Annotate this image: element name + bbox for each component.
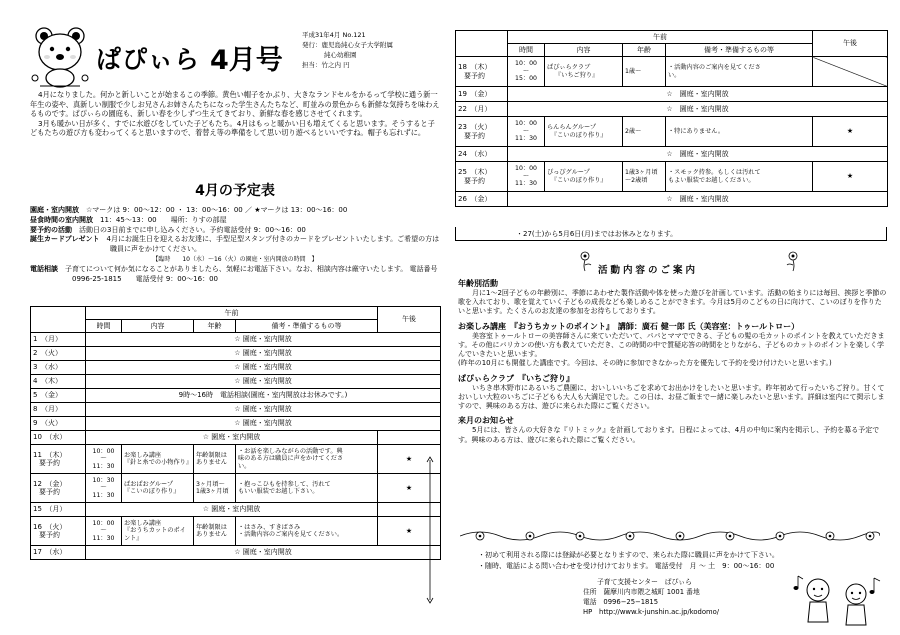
flower-icon xyxy=(783,250,803,272)
table-row: 17 （水） ☆ 園庭・室内開放 xyxy=(31,546,441,560)
gozen-header: 午前 xyxy=(86,307,378,320)
diagonal-cell xyxy=(813,57,888,87)
table-row: 10 （水） ☆ 園庭・室内開放 xyxy=(31,431,441,445)
schedule-heading: 4月の予定表 xyxy=(195,183,275,199)
table-row: 22 （月） ☆ 園庭・室内開放 xyxy=(456,102,888,117)
table-row: 9 （火） ☆ 園庭・室内開放 xyxy=(31,417,441,431)
closed-note: 【臨時 10（水）〜16（火）の園庭・室内開放の時間 】 xyxy=(152,255,318,263)
table-row: 11 （木） 要予約 10：00 〜 11：30 お楽しみ講座 『針と糸での小物作り』 年齢制限は ありません ・お話を楽しみながらの活動です。興 味のある方は職員に声をかけてくださ い。 ★ xyxy=(31,445,441,474)
table-row: 2 （火） ☆ 園庭・室内開放 xyxy=(31,347,441,361)
left-schedule-table: 午前 午後 時間 内容 年齢 備考・準備するもの等 1 （月） ☆ 園庭・室内開放 2 （火） ☆ 園庭・室内開放 3 （水） ☆ 園庭・室内開放 4 （木） ☆ 園庭・室内開放 5 （金） 9時〜16時 電話相談(園庭・室内開放はお休みです。) 8 （月） ☆ 園庭・室内開放 9 （火） ☆ 園庭・室内開放 10 （水） ☆ 園庭・室内開放 11 （木） 要予約 10：00 〜 11：30 お楽しみ講座 『針と糸での小物作り』 年齢制限は ありません ・お話を楽しみながらの活動です。興 味のある方は職員に声をかけてくださ い。 ★ 12 （金） 要予約 10：30 〜 11：30 ぱおぱおグループ 『こいのぼり作り』 3ヶ月頃〜 1歳3ヶ月頃 ・抱っこひもを持参して、汚れて もいい服装でお越し下さい。 ★ 15 （月） ☆ 園庭・室内開放 16 （火） 要予約 10：00 〜 11：30 お楽しみ講座 『おうちカットのポイント』 年齢制限は ありません ・はさみ、すきばさみ ・活動内容のご案内を見てください。 ★ 17 （水） ☆ 園庭・室内開放 xyxy=(30,306,441,560)
table-row: 12 （金） 要予約 10：30 〜 11：30 ぱおぱおグループ 『こいのぼり作り』 3ヶ月頃〜 1歳3ヶ月頃 ・抱っこひもを持参して、汚れて もいい服装でお越し下さい。 ★ xyxy=(31,474,441,503)
table-row: 4 （木） ☆ 園庭・室内開放 xyxy=(31,375,441,389)
table-row: 24 （水） ☆ 園庭・室内開放 xyxy=(456,147,888,162)
activity-heading: 活動内容のご案内 xyxy=(598,265,699,276)
table-row: 1 （月） ☆ 園庭・室内開放 xyxy=(31,333,441,347)
newsletter-title: ぱぴぃら xyxy=(96,45,201,74)
table-row: 5 （金） 9時〜16時 電話相談(園庭・室内開放はお休みです。) xyxy=(31,389,441,403)
flower-icon xyxy=(575,250,595,272)
holiday-note: ・27(土)から5月6日(月)まではお休みとなります。 xyxy=(455,227,887,241)
right-schedule-table: 午前 午後 時間 内容 年齢 備考・準備するもの等 18 （木） 要予約 10：00 〜 15：00 ぱぴぃらクラブ 『いちご狩り』 1歳〜 ・活動内容のご案内を見てくださ い。 19 （金） ☆ 園庭・室内開放 22 （月） ☆ 園庭・室内開放 23 （火） 要予約 10：00 〜 11：30 らんらんグループ 『こいのぼり作り』 2歳〜 ・特にありません。 ★ 24 （水） ☆ 園庭・室内開放 25 （木） 要予約 10：00 〜 11：30 ぴっぴグループ 『こいのぼり作り』 1歳3ヶ月頃 〜2歳頃 ・スモック持参。もしくは汚れて もよい服装でお越しください。 ★ 26 （金） ☆ 園庭・室内開放 xyxy=(455,30,888,207)
decorative-flower-border xyxy=(460,526,880,546)
table-row: 25 （木） 要予約 10：00 〜 11：30 ぴっぴグループ 『こいのぼり作り』 1歳3ヶ月頃 〜2歳頃 ・スモック持参。もしくは汚れて もよい服装でお越しください。 ★ xyxy=(456,162,888,192)
table-row: 15 （月） ☆ 園庭・室内開放 xyxy=(31,503,441,517)
children-illustration xyxy=(790,570,885,630)
table-row: 19 （金） ☆ 園庭・室内開放 xyxy=(456,87,888,102)
bear-mascot-illustration xyxy=(30,20,90,88)
contact-block: 子育て支援センター ぱぴぃら 住所 薩摩川内市隈之城町 1001 番地 電話 0996−25−1815 HP http://www.k-junshin.ac.jp/kodomo/ xyxy=(583,578,720,616)
table-row: 3 （水） ☆ 園庭・室内開放 xyxy=(31,361,441,375)
issue-label: 4月号 xyxy=(210,45,283,76)
schedule-info: 園庭・室内開放 ☆マークは 9：00〜12：00 ・ 13：00〜16：00 ／ ★マークは 13：00〜16：00 昼食時間の室内開放 11：45〜13：00 場所：りすの部屋 要予約の活動 活動日の3日前までに申し込みください。予約電話受付 9：00〜16：00 誕生カードプレゼント 4月にお誕生日を迎えるお友達に、手型足型スタンプ付きのカードをプレゼントいたします。ご希望の方は職員に声をかけてください。 【臨時 10（水）〜16（火）の園庭・室内開放の時間 】 電話相談 子育てについて何か気になることがありましたら、気軽にお電話下さい。なお、相談内容は厳守いたします。 電話番号 0996-25-1815 電話受付 9：00〜16：00 xyxy=(30,206,440,284)
footer-notes: ・初めて利用される際には登録が必要となりますので、来られた際に職員に声をかけて下さい。 ・随時、電話による問い合わせを受け付けております。 電話受付 月 〜 土 9：00〜16：00 xyxy=(478,551,779,570)
activity-sections: 年齢別活動 月に1〜2回子どもの年齢別に、季節にあわせた製作活動や体を使った遊びを計画しています。活動の始まりには毎回、挨拶と季節の歌を入れており、歌を覚えていく子どもの成長なども楽しめることができます。今月は5月のこどもの日に向けて、こいのぼりを作りたいと思います。たくさんのお友達の参加をお待ちしております。 お楽しみ講座 『おうちカットのポイント』 講師：廣石 健一郎 氏（美容室：トゥールトロー） 美容室トゥールトローの美容師さんに来ていただいて、パパとママでできる、子どもの髪の毛カットのポイントを教えていただきます。その他にバリカンの使い方も教えていただき、この時間の中で質疑応答の時間をとりながら、子どものカットのポイントを楽しく学んでいきたいと思います。 (昨年の10月にも開催した講座です。今回は、その時に参加できなかった方を優先して予約を受け付けたいと思います。) ぱぴぃらクラブ 『いちご狩り』 いちき串木野市にあるいちご農園に、おいしいいちごを求めてお出かけをしたいと思います。昨年初めて行ったいちご狩り。甘くておいしい大粒のいちごに子どもも大人も大満足でした。この日は、お昼ご飯までー緒に楽しみたいと思います。詳細は室内にて掲示しますので、興味のある方は、遊びに来られた際にご覧ください。 来月のお知らせ 5月には、皆さんの大好きな『リトミック』を計画しております。日程によっては、4月の中旬に案内を掲示し、予約を募る予定です。興味のある方は、遊びに来られた際にご覧ください。 xyxy=(458,279,887,444)
period-arrow-icon xyxy=(425,456,435,604)
gogo-header: 午後 xyxy=(378,307,441,333)
table-row: 18 （木） 要予約 10：00 〜 15：00 ぱぴぃらクラブ 『いちご狩り』 1歳〜 ・活動内容のご案内を見てくださ い。 xyxy=(456,57,888,87)
table-row: 8 （月） ☆ 園庭・室内開放 xyxy=(31,403,441,417)
table-row: 23 （火） 要予約 10：00 〜 11：30 らんらんグループ 『こいのぼり作り』 2歳〜 ・特にありません。 ★ xyxy=(456,117,888,147)
table-row: 16 （火） 要予約 10：00 〜 11：30 お楽しみ講座 『おうちカットのポイント』 年齢制限は ありません ・はさみ、すきばさみ ・活動内容のご案内を見てください。 ★ xyxy=(31,517,441,546)
intro-text: 4月になりました。何かと新しいことが始まるこの季節。黄色い帽子をかぶり、大きなランドセルをかるって学校に通う新一年生の姿や、真新しい制服で少しお兄さんお姉さんたちになった学生さんたちなど、町並みの景色からも新鮮な気持ちを味わえるものです。ぱぴぃらの園庭も、新しい春を少しずつ生えてきており、新鮮な春を感じさせてくれます。 3月も暖かい日が多く、すでに水遊びをしていた子どもたち。4月はもっと暖かい日も増えてくると思います。そうすると子どもたちの遊び方も変わってくると思いますので、着替え等の準備をして思い切り遊べるといいですね。帽子も忘れずに。 xyxy=(30,90,440,137)
issue-meta: 平成31年4月 No.121 発行：鹿児島純心女子大学附属 純心幼稚園 担当：竹之内 円 xyxy=(302,31,393,70)
table-row: 26 （金） ☆ 園庭・室内開放 xyxy=(456,192,888,207)
